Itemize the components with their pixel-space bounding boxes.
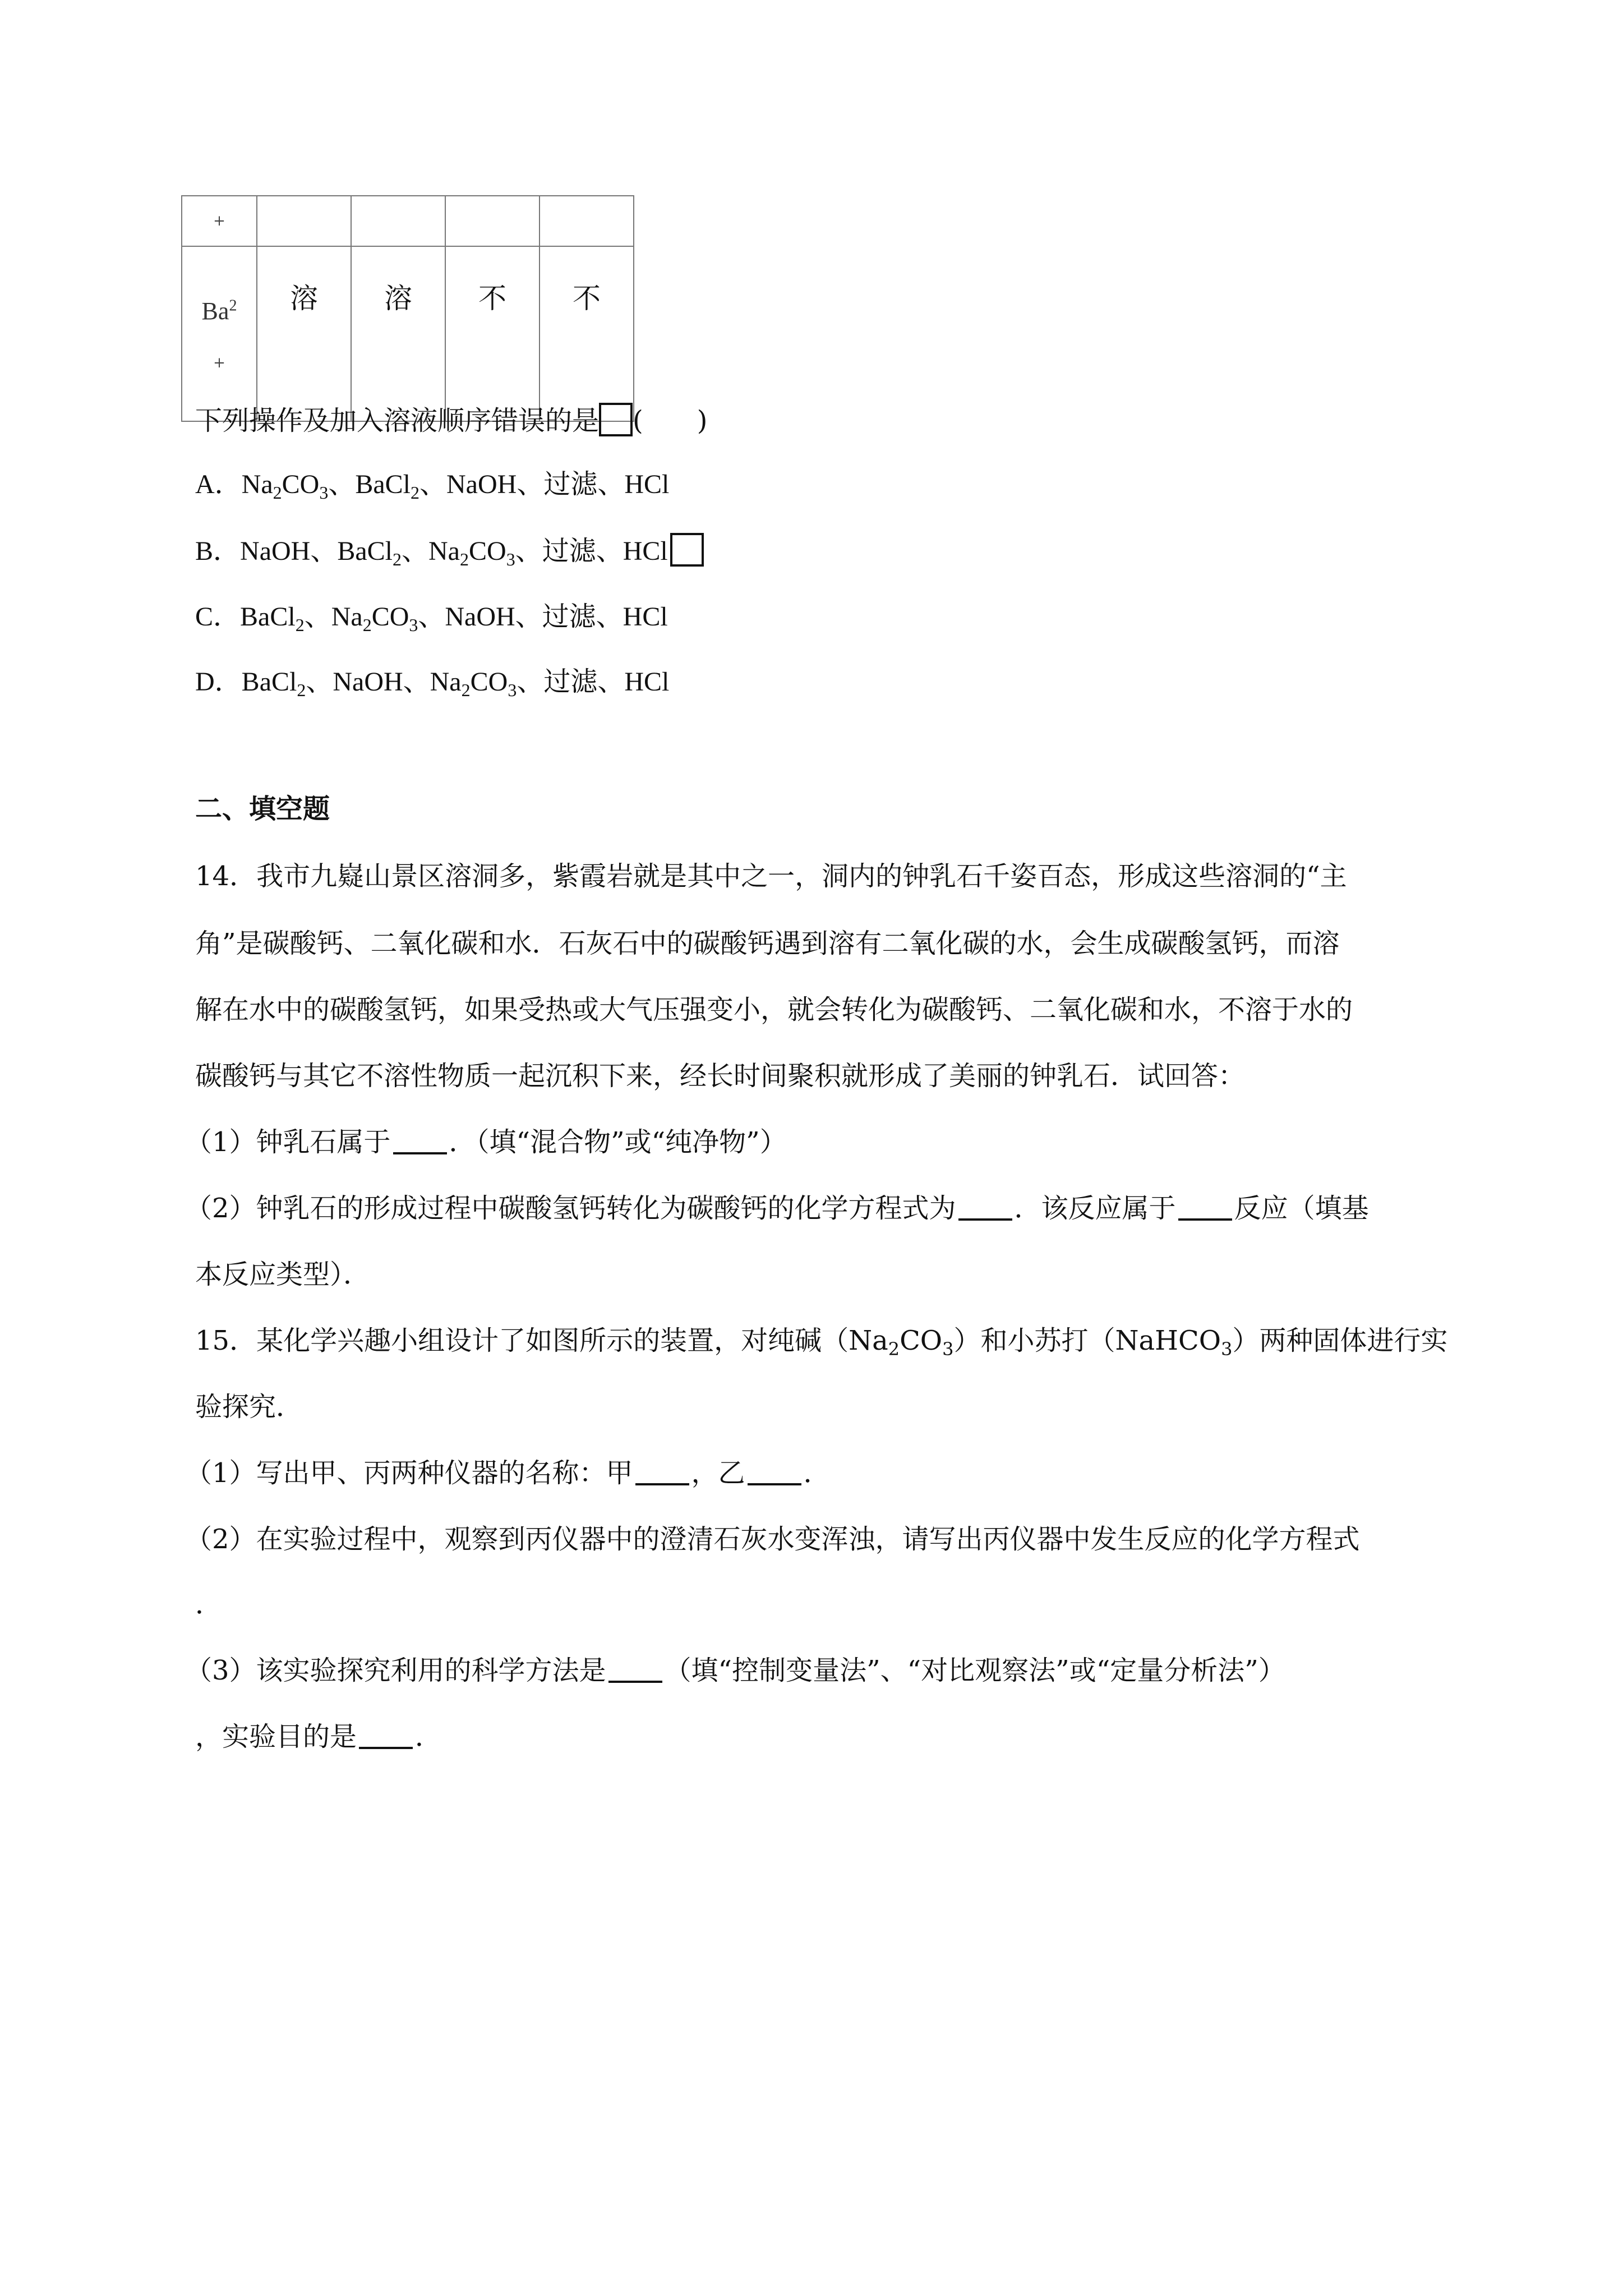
question14-line: 14．我市九嶷山景区溶洞多，紫霞岩就是其中之一，洞内的钟乳石千姿百态，形成这些溶洞的“主 (195, 861, 1347, 892)
fill-blank (1178, 1196, 1232, 1221)
fill-blank (958, 1196, 1012, 1221)
table-cell: 溶 (384, 282, 412, 315)
ion-charge-plus: + (213, 354, 225, 371)
question14-sub2: （2）钟乳石的形成过程中碳酸氢钙转化为碳酸钙的化学方程式为 ．该反应属于 反应（填基 (185, 1193, 1369, 1224)
option-a: A．$Na_2CO_3$、BaCl$_2$、NaOH、过滤、HCl (195, 470, 670, 503)
question15-sub2: （2）在实验过程中，观察到丙仪器中的澄清石灰水变浑浊，请写出丙仪器中发生反应的化学方程式 (185, 1524, 1360, 1555)
question14-line: 解在水中的碳酸氢钙，如果受热或大气压强变小，就会转化为碳酸钙、二氧化碳和水，不溶于水的 (195, 994, 1353, 1025)
question14-sub2-cont: 本反应类型）． (195, 1259, 371, 1290)
fill-blank (393, 1130, 447, 1154)
question14-line: 角”是碳酸钙、二氧化碳和水．石灰石中的碳酸钙遇到溶有二氧化碳的水，会生成碳酸氢钙，而溶 (195, 928, 1340, 959)
option-b: B．NaOH、BaCl$_2$、$Na_2CO_3$、过滤、HCl (195, 533, 704, 569)
question15-sub3: （3）该实验探究利用的科学方法是 （填“控制变量法”、“对比观察法”或“定量分析法”） (185, 1655, 1285, 1686)
answer-box (670, 533, 704, 567)
fill-blank (748, 1461, 801, 1485)
answer-box (599, 403, 633, 436)
ion-label: Ba$^2$ (201, 296, 237, 325)
question15-sub3-cont: ，实验目的是 ． (195, 1721, 442, 1752)
fill-blank (359, 1724, 413, 1749)
question14-sub1: （1）钟乳石属于 ．（填“混合物”或“纯净物”） (185, 1126, 787, 1158)
fill-blank (608, 1658, 662, 1683)
ion-charge-plus: + (213, 213, 225, 229)
table-row (182, 196, 634, 246)
question15-sub2-end: ． (195, 1589, 223, 1620)
solubility-table (181, 195, 634, 422)
table-cell: 不 (573, 282, 601, 315)
table-cell: 不 (478, 282, 506, 315)
question15-line: 15．某化学兴趣小组设计了如图所示的装置，对纯碱$(Na_2CO_3)$和小苏打（NaHCO$_3$）两种固体进行实 (195, 1325, 1448, 1360)
section-title: 二、填空题 (195, 793, 330, 825)
question14-line: 碳酸钙与其它不溶性物质一起沉积下来，经长时间聚积就形成了美丽的钟乳石．试回答： (195, 1060, 1246, 1092)
question13-stem: 下列操作及加入溶液顺序错误的是 ( ) (195, 403, 707, 439)
question15-line: 验探究． (195, 1391, 303, 1423)
option-c: C．BaCl$_2$、$Na_2CO_3$、NaOH、过滤、HCl (195, 602, 668, 635)
question15-sub1: （1）写出甲、丙两种仪器的名称：甲 ，乙 ． (185, 1457, 831, 1489)
table-cell: 溶 (290, 282, 318, 315)
table-row (182, 246, 634, 421)
fill-blank (635, 1461, 689, 1485)
option-d: D．BaCl$_2$、NaOH、$Na_2CO_3$、过滤、HCl (195, 667, 670, 700)
